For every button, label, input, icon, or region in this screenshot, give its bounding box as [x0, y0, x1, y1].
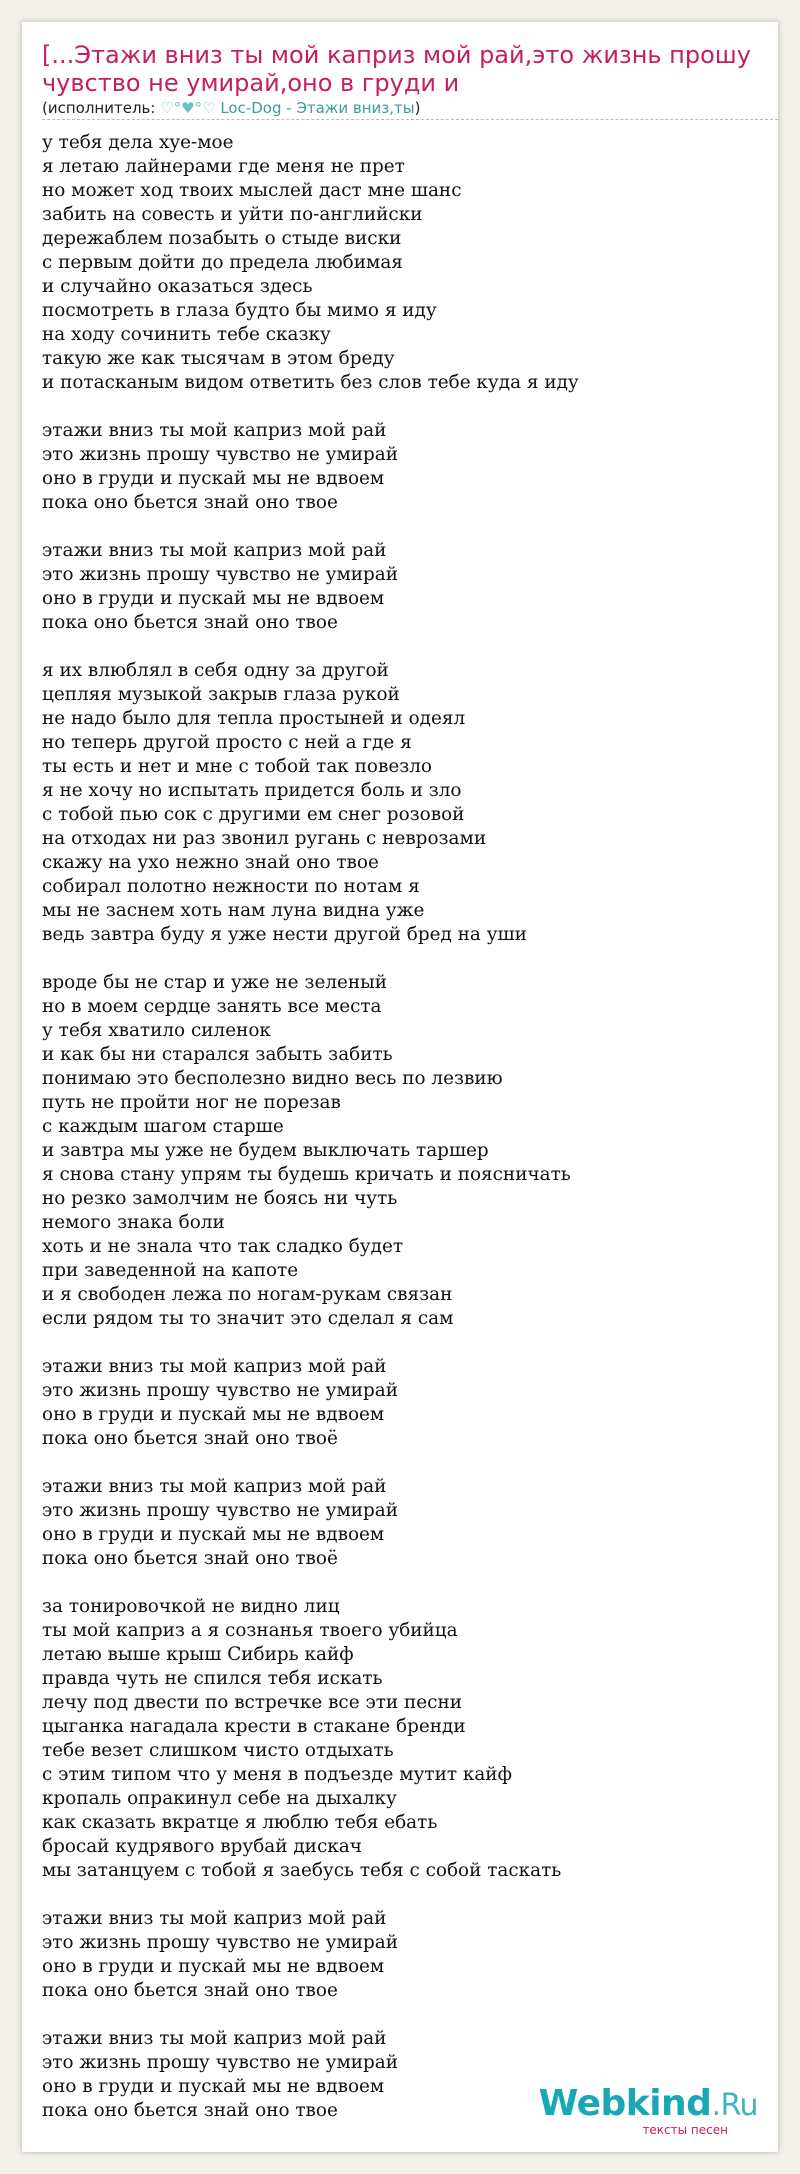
hearts-icon: ♡°♥°♡ [160, 99, 216, 117]
lyrics-line: у тебя хватило силенок [42, 1020, 271, 1041]
lyrics-line: оно в груди и пускай мы не вдвоем [42, 1404, 385, 1425]
lyrics-line: я летаю лайнерами где меня не прет [42, 156, 405, 177]
lyrics-line: посмотреть в глаза будто бы мимо я иду [42, 300, 437, 321]
lyrics-line: пока оно бьется знай оно твое [42, 612, 338, 633]
lyrics-line: ты есть и нет и мне с тобой так повезло [42, 756, 433, 777]
lyrics-line: и как бы ни старался забыть забить [42, 1044, 393, 1065]
lyrics-line: и я свободен лежа по ногам-рукам связан [42, 1284, 453, 1305]
page-title: [...Этажи вниз ты мой каприз мой рай,это жизнь прошу чувство не умирай,оно в груди и [42, 41, 751, 97]
lyrics-line: дережаблем позабыть о стыде виски [42, 228, 402, 249]
lyrics-line: я снова стану упрям ты будешь кричать и поясничать [42, 1164, 571, 1185]
lyrics-line: ведь завтра буду я уже нести другой бред на уши [42, 924, 527, 945]
lyrics-line: тебе везет слишком чисто отдыхать [42, 1740, 394, 1761]
lyrics-line: бросай кудрявого врубай дискач [42, 1836, 362, 1857]
artist-line [42, 98, 772, 118]
lyrics-line: оно в груди и пускай мы не вдвоем [42, 468, 385, 489]
lyrics-line: этажи вниз ты мой каприз мой рай [42, 1908, 387, 1929]
lyrics-line: не надо было для тепла простыней и одеял [42, 708, 466, 729]
lyrics-line: цыганка нагадала крести в стакане бренди [42, 1716, 466, 1737]
lyrics-line: с этим типом что у меня в подъезде мутит кайф [42, 1764, 512, 1785]
artist-suffix: ) [414, 99, 421, 117]
lyrics-line: это жизнь прошу чувство не умирай [42, 1380, 399, 1401]
lyrics-stanza [42, 419, 772, 515]
logo-main-text: Webkind [538, 2083, 712, 2124]
lyrics-line: пока оно бьется знай оно твоё [42, 1548, 338, 1569]
lyrics-line: и завтра мы уже не будем выключать таршер [42, 1140, 489, 1161]
lyrics-stanza [42, 539, 772, 635]
lyrics-line: на ходу сочинить тебе сказку [42, 324, 331, 345]
logo-tld: .Ru [711, 2088, 758, 2123]
lyrics-line: с каждым шагом старше [42, 1116, 284, 1137]
lyrics-line: но в моем сердце занять все места [42, 996, 382, 1017]
lyrics-line: этажи вниз ты мой каприз мой рай [42, 2028, 387, 2049]
lyrics-line: я их влюблял в себя одну за другой [42, 660, 389, 681]
lyrics-line: кропаль опракинул себе на дыхалку [42, 1788, 397, 1809]
lyrics-line: с первым дойти до предела любимая [42, 252, 403, 273]
lyrics-line: но может ход твоих мыслей даст мне шанс [42, 180, 462, 201]
logo-wordmark [538, 2083, 758, 2124]
lyrics-line: это жизнь прошу чувство не умирай [42, 1932, 399, 1953]
lyrics-card [22, 22, 778, 2152]
lyrics-stanza [42, 971, 772, 1331]
lyrics-line: мы затанцуем с тобой я заебусь тебя с собой таскать [42, 1860, 562, 1881]
lyrics-line: на отходах ни раз звонил ругань с неврозами [42, 828, 487, 849]
lyrics-line: если рядом ты то значит это сделал я сам [42, 1308, 454, 1329]
lyrics-line: это жизнь прошу чувство не умирай [42, 1500, 399, 1521]
lyrics-line: я не хочу но испытать придется боль и зло [42, 780, 462, 801]
lyrics-line: скажу на ухо нежно знай оно твое [42, 852, 379, 873]
lyrics-line: и потасканым видом ответить без слов тебе куда я иду [42, 372, 579, 393]
lyrics-line: с тобой пью сок с другими ем снег розовой [42, 804, 465, 825]
lyrics-line: путь не пройти ног не порезав [42, 1092, 341, 1113]
lyrics-line: оно в груди и пускай мы не вдвоем [42, 588, 385, 609]
lyrics-line: оно в груди и пускай мы не вдвоем [42, 1524, 385, 1545]
lyrics-line: пока оно бьется знай оно твоё [42, 1428, 338, 1449]
lyrics-line: немого знака боли [42, 1212, 225, 1233]
lyrics-line: пока оно бьется знай оно твое [42, 492, 338, 513]
lyrics-line: понимаю это бесполезно видно весь по лезвию [42, 1068, 503, 1089]
lyrics-line: пока оно бьется знай оно твое [42, 1980, 338, 2001]
lyrics-line: при заведенной на капоте [42, 1260, 299, 1281]
lyrics-line: вроде бы не стар и уже не зеленый [42, 972, 388, 993]
artist-prefix: (исполнитель: [42, 99, 161, 117]
artist-link[interactable]: Loc-Dog - Этажи вниз,ты [215, 99, 415, 117]
lyrics-line: хоть и не знала что так сладко будет [42, 1236, 403, 1257]
lyrics-line: как сказать вкратце я люблю тебя ебать [42, 1812, 438, 1833]
lyrics-line: такую же как тысячам в этом бреду [42, 348, 395, 369]
lyrics-line: ты мой каприз а я сознанья твоего убийца [42, 1620, 458, 1641]
lyrics-stanza [42, 131, 772, 395]
lyrics-line: но теперь другой просто с ней а где я [42, 732, 412, 753]
logo-tagline: тексты песен [642, 2123, 728, 2137]
lyrics-stanza [42, 1907, 772, 2003]
lyrics-line: цепляя музыкой закрыв глаза рукой [42, 684, 400, 705]
lyrics-line: это жизнь прошу чувство не умирай [42, 564, 399, 585]
lyrics-stanza [42, 659, 772, 947]
lyrics-line: это жизнь прошу чувство не умирай [42, 2052, 399, 2073]
lyrics-line: мы не заснем хоть нам луна видна уже [42, 900, 425, 921]
lyrics-stanza [42, 1475, 772, 1571]
lyrics-line: но резко замолчим не боясь ни чуть [42, 1188, 398, 1209]
lyrics-line: лечу под двести по встречке все эти песни [42, 1692, 462, 1713]
lyrics-stanza [42, 1595, 772, 1883]
lyrics-line: собирал полотно нежности по нотам я [42, 876, 420, 897]
site-logo[interactable] [538, 2083, 758, 2137]
lyrics-line: летаю выше крыш Сибирь кайф [42, 1644, 354, 1665]
lyrics-body [42, 131, 772, 2147]
lyrics-line: за тонировочкой не видно лиц [42, 1596, 340, 1617]
lyrics-line: оно в груди и пускай мы не вдвоем [42, 2076, 385, 2097]
lyrics-line: этажи вниз ты мой каприз мой рай [42, 1356, 387, 1377]
lyrics-line: оно в груди и пускай мы не вдвоем [42, 1956, 385, 1977]
title-divider [42, 119, 778, 120]
lyrics-line: этажи вниз ты мой каприз мой рай [42, 420, 387, 441]
lyrics-line: и случайно оказаться здесь [42, 276, 313, 297]
lyrics-stanza [42, 1355, 772, 1451]
lyrics-line: правда чуть не спился тебя искать [42, 1668, 383, 1689]
lyrics-line: этажи вниз ты мой каприз мой рай [42, 540, 387, 561]
lyrics-line: этажи вниз ты мой каприз мой рай [42, 1476, 387, 1497]
lyrics-line: пока оно бьется знай оно твое [42, 2100, 338, 2121]
lyrics-line: это жизнь прошу чувство не умирай [42, 444, 399, 465]
lyrics-line: забить на совесть и уйти по-английски [42, 204, 423, 225]
lyrics-line: у тебя дела хуе-мое [42, 132, 234, 153]
